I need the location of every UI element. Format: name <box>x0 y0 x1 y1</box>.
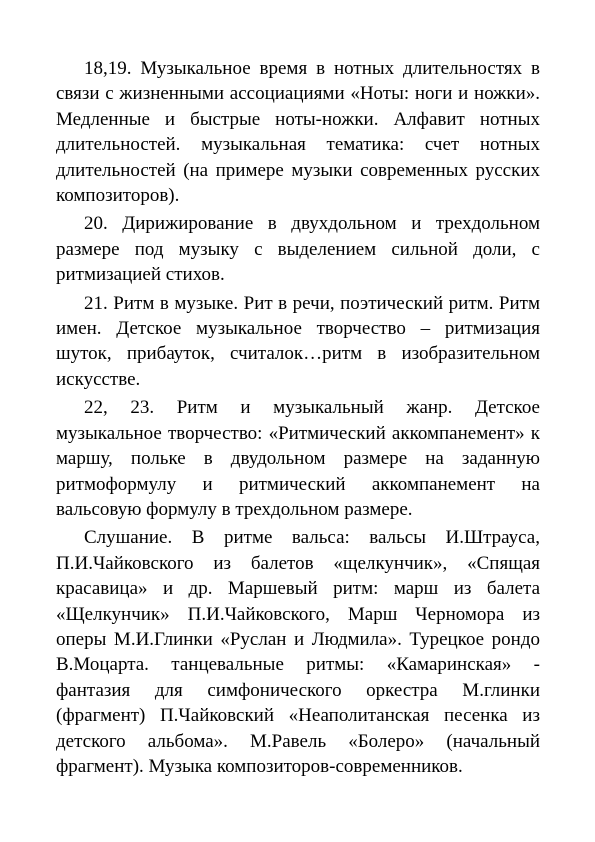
paragraph-lesson-20: 20. Дирижирование в двухдольном и трехдольном размере под музыку с выделением сильной доли, с ритмизацией стихов. <box>56 213 540 286</box>
paragraph-lessons-18-19: 18,19. Музыкальное время в нотных длительностях в связи с жизненными ассоциациями «Ноты: ноги и ножки». Медленные и быстрые ноты-ножки. Алфавит нотных длительностей. музыкальная тематика: счет нотных длительностей (на примере музыки современных русских композиторов). <box>56 58 540 207</box>
paragraph-lesson-21: 21. Ритм в музыке. Рит в речи, поэтический ритм. Ритм имен. Детское музыкальное творчество – ритмизация шуток, прибауток, считалок…ритм в изобразительном искусстве. <box>56 292 540 390</box>
document-body <box>56 56 540 779</box>
paragraph-lessons-22-23: 22, 23. Ритм и музыкальный жанр. Детское музыкальное творчество: «Ритмический аккомпанемент» к маршу, польке в двудольном размере на заданную ритмоформулу и ритмический аккомпанемент на вальсовую формулу в трехдольном размере. <box>56 397 540 520</box>
paragraph-listening: Слушание. В ритме вальса: вальсы И.Штрауса, П.И.Чайковского из балетов «щелкунчик», «Спящая красавица» и др. Маршевый ритм: марш из балета «Щелкунчик» П.И.Чайковского, Марш Черномора из оперы М.И.Глинки «Руслан и Людмила». Турецкое рондо В.Моцарта. танцевальные ритмы: «Камаринская» - фантазия для симфонического оркестра М.глинки (фрагмент) П.Чайковский «Неаполитанская песенка из детского альбома». М.Равель «Болеро» (начальный фрагмент). Музыка композиторов-современников. <box>56 527 540 777</box>
